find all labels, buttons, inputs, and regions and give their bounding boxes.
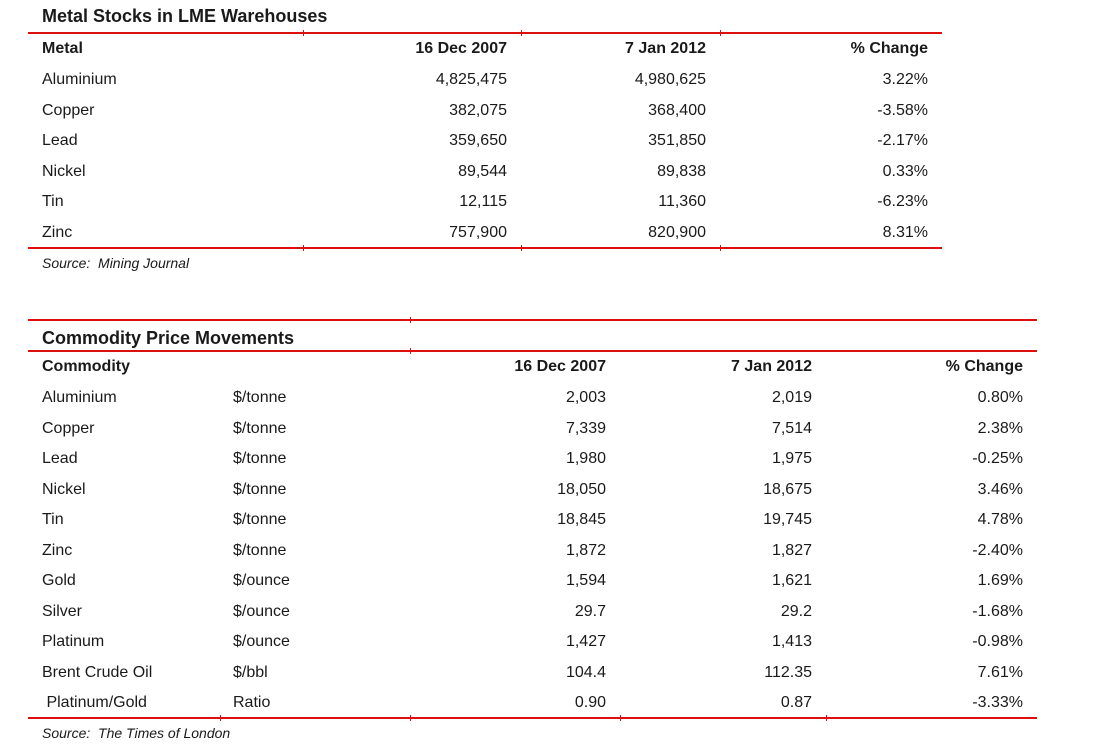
value-dec2007-cell: 1,872: [565, 541, 606, 559]
metal-name-cell: Copper: [42, 101, 95, 119]
percent-change-cell: -2.40%: [972, 541, 1023, 559]
value-jan2012-cell: 29.2: [780, 602, 812, 620]
value-dec2007-cell: 89,544: [458, 162, 507, 180]
table-row: [28, 126, 942, 157]
value-dec2007-cell: 12,115: [459, 193, 507, 210]
red-divider: [28, 247, 942, 249]
percent-change-cell: 2.38%: [977, 419, 1023, 437]
table-row: [28, 688, 1037, 719]
metal-name-cell: Tin: [42, 193, 64, 210]
table-row: [28, 627, 1037, 658]
value-dec2007-cell: 757,900: [449, 223, 507, 241]
percent-change-cell: -6.23%: [877, 193, 928, 210]
value-dec2007-cell: 104.4: [565, 663, 606, 681]
column-tick: [720, 245, 721, 251]
table-title-commodity-prices: Commodity Price Movements: [42, 328, 295, 348]
value-dec2007-cell: 18,050: [557, 480, 606, 498]
percent-change-cell: 3.46%: [977, 480, 1023, 498]
column-tick: [410, 317, 411, 323]
table-row: [28, 96, 942, 127]
column-header-metal: Metal: [42, 40, 83, 57]
percent-change-cell: 3.22%: [882, 71, 928, 88]
percent-change-cell: 7.61%: [977, 663, 1023, 681]
unit-cell: $/tonne: [233, 511, 287, 528]
table-row: [28, 536, 1037, 567]
commodity-name-cell: Nickel: [42, 480, 86, 498]
value-jan2012-cell: 19,745: [763, 511, 812, 528]
table-row: [28, 505, 1037, 536]
value-jan2012-cell: 7,514: [771, 419, 812, 437]
table-row: [28, 475, 1037, 506]
table-title-metal-stocks: Metal Stocks in LME Warehouses: [42, 6, 328, 26]
table-row: [28, 157, 942, 188]
column-tick: [521, 245, 522, 251]
value-dec2007-cell: 0.90: [574, 694, 606, 711]
table-row: [28, 414, 1037, 445]
column-tick: [220, 715, 221, 721]
unit-cell: $/tonne: [233, 389, 287, 406]
source-note-mining-journal: Source: Mining Journal: [42, 255, 190, 271]
unit-cell: $/ounce: [233, 572, 290, 589]
value-jan2012-cell: 4,980,625: [634, 71, 706, 88]
column-tick: [303, 245, 304, 251]
unit-cell: $/ounce: [233, 602, 290, 620]
column-tick: [410, 715, 411, 721]
value-jan2012-cell: 112.35: [764, 663, 812, 681]
metal-name-cell: Nickel: [42, 162, 86, 180]
value-jan2012-cell: 1,975: [771, 450, 812, 467]
unit-cell: $/ounce: [233, 633, 290, 650]
unit-cell: $/tonne: [233, 450, 287, 467]
value-dec2007-cell: 1,427: [565, 633, 606, 650]
source-note-times-of-london: Source: The Times of London: [42, 725, 231, 741]
metal-name-cell: Lead: [42, 132, 78, 149]
commodity-name-cell: Platinum/Gold: [42, 694, 147, 711]
table-row: [28, 444, 1037, 475]
commodity-name-cell: Tin: [42, 511, 64, 528]
percent-change-cell: -0.98%: [972, 633, 1023, 650]
value-jan2012-cell: 0.87: [780, 694, 812, 711]
commodity-name-cell: Silver: [42, 602, 83, 620]
table-header-row: [28, 352, 1037, 383]
column-header-commodity: Commodity: [42, 358, 130, 375]
column-header-change: % Change: [850, 40, 928, 57]
red-divider: [28, 319, 1037, 321]
value-dec2007-cell: 7,339: [565, 419, 606, 437]
value-jan2012-cell: 11,360: [658, 193, 706, 210]
percent-change-cell: -2.17%: [877, 132, 928, 149]
metal-name-cell: Aluminium: [42, 71, 117, 88]
value-jan2012-cell: 351,850: [648, 132, 706, 149]
column-header-unit: [220, 352, 410, 383]
value-jan2012-cell: 368,400: [648, 101, 706, 119]
table-row: [28, 65, 942, 96]
column-header-dec2007: 16 Dec 2007: [514, 358, 606, 375]
value-dec2007-cell: 18,845: [557, 511, 606, 528]
column-header-jan2012: 7 Jan 2012: [731, 358, 812, 375]
table-body: [28, 383, 1037, 719]
unit-cell: $/tonne: [233, 480, 287, 498]
table-body: [28, 65, 942, 248]
commodity-name-cell: Brent Crude Oil: [42, 663, 153, 681]
table-row: [28, 597, 1037, 628]
value-dec2007-cell: 2,003: [565, 389, 606, 406]
commodity-name-cell: Copper: [42, 419, 95, 437]
value-dec2007-cell: 382,075: [449, 101, 507, 119]
table-header-row: [28, 34, 942, 65]
percent-change-cell: -1.68%: [972, 602, 1023, 620]
value-jan2012-cell: 820,900: [648, 223, 706, 241]
percent-change-cell: -3.58%: [877, 101, 928, 119]
column-tick: [620, 715, 621, 721]
commodity-name-cell: Platinum: [42, 633, 105, 650]
value-dec2007-cell: 1,594: [565, 572, 606, 589]
unit-cell: $/bbl: [233, 663, 268, 681]
value-jan2012-cell: 1,621: [771, 572, 812, 589]
percent-change-cell: 0.33%: [882, 162, 928, 180]
value-jan2012-cell: 1,827: [771, 541, 812, 559]
table-row: [28, 187, 942, 218]
percent-change-cell: 4.78%: [977, 511, 1023, 528]
value-dec2007-cell: 1,980: [565, 450, 606, 467]
value-dec2007-cell: 359,650: [449, 132, 507, 149]
metal-name-cell: Zinc: [42, 223, 73, 241]
commodity-name-cell: Gold: [42, 572, 76, 589]
percent-change-cell: 8.31%: [882, 223, 928, 241]
percent-change-cell: -3.33%: [972, 694, 1023, 711]
value-jan2012-cell: 2,019: [771, 389, 812, 406]
percent-change-cell: 1.69%: [977, 572, 1023, 589]
column-header-jan2012: 7 Jan 2012: [625, 40, 706, 57]
percent-change-cell: -0.25%: [972, 450, 1023, 467]
table-row: [28, 566, 1037, 597]
value-jan2012-cell: 1,413: [771, 633, 812, 650]
value-dec2007-cell: 29.7: [574, 602, 606, 620]
commodity-name-cell: Lead: [42, 450, 78, 467]
commodity-name-cell: Aluminium: [42, 389, 117, 406]
unit-cell: $/tonne: [233, 419, 287, 437]
percent-change-cell: 0.80%: [977, 389, 1023, 406]
unit-cell: Ratio: [233, 694, 271, 711]
value-dec2007-cell: 4,825,475: [435, 71, 507, 88]
red-divider: [28, 717, 1037, 719]
value-jan2012-cell: 18,675: [763, 480, 812, 498]
column-header-change: % Change: [945, 358, 1023, 375]
table-row: [28, 383, 1037, 414]
column-header-dec2007: 16 Dec 2007: [415, 40, 507, 57]
column-tick: [826, 715, 827, 721]
unit-cell: $/tonne: [233, 541, 287, 559]
table-row: [28, 218, 942, 249]
value-jan2012-cell: 89,838: [657, 162, 706, 180]
commodity-name-cell: Zinc: [42, 541, 73, 559]
table-row: [28, 658, 1037, 689]
